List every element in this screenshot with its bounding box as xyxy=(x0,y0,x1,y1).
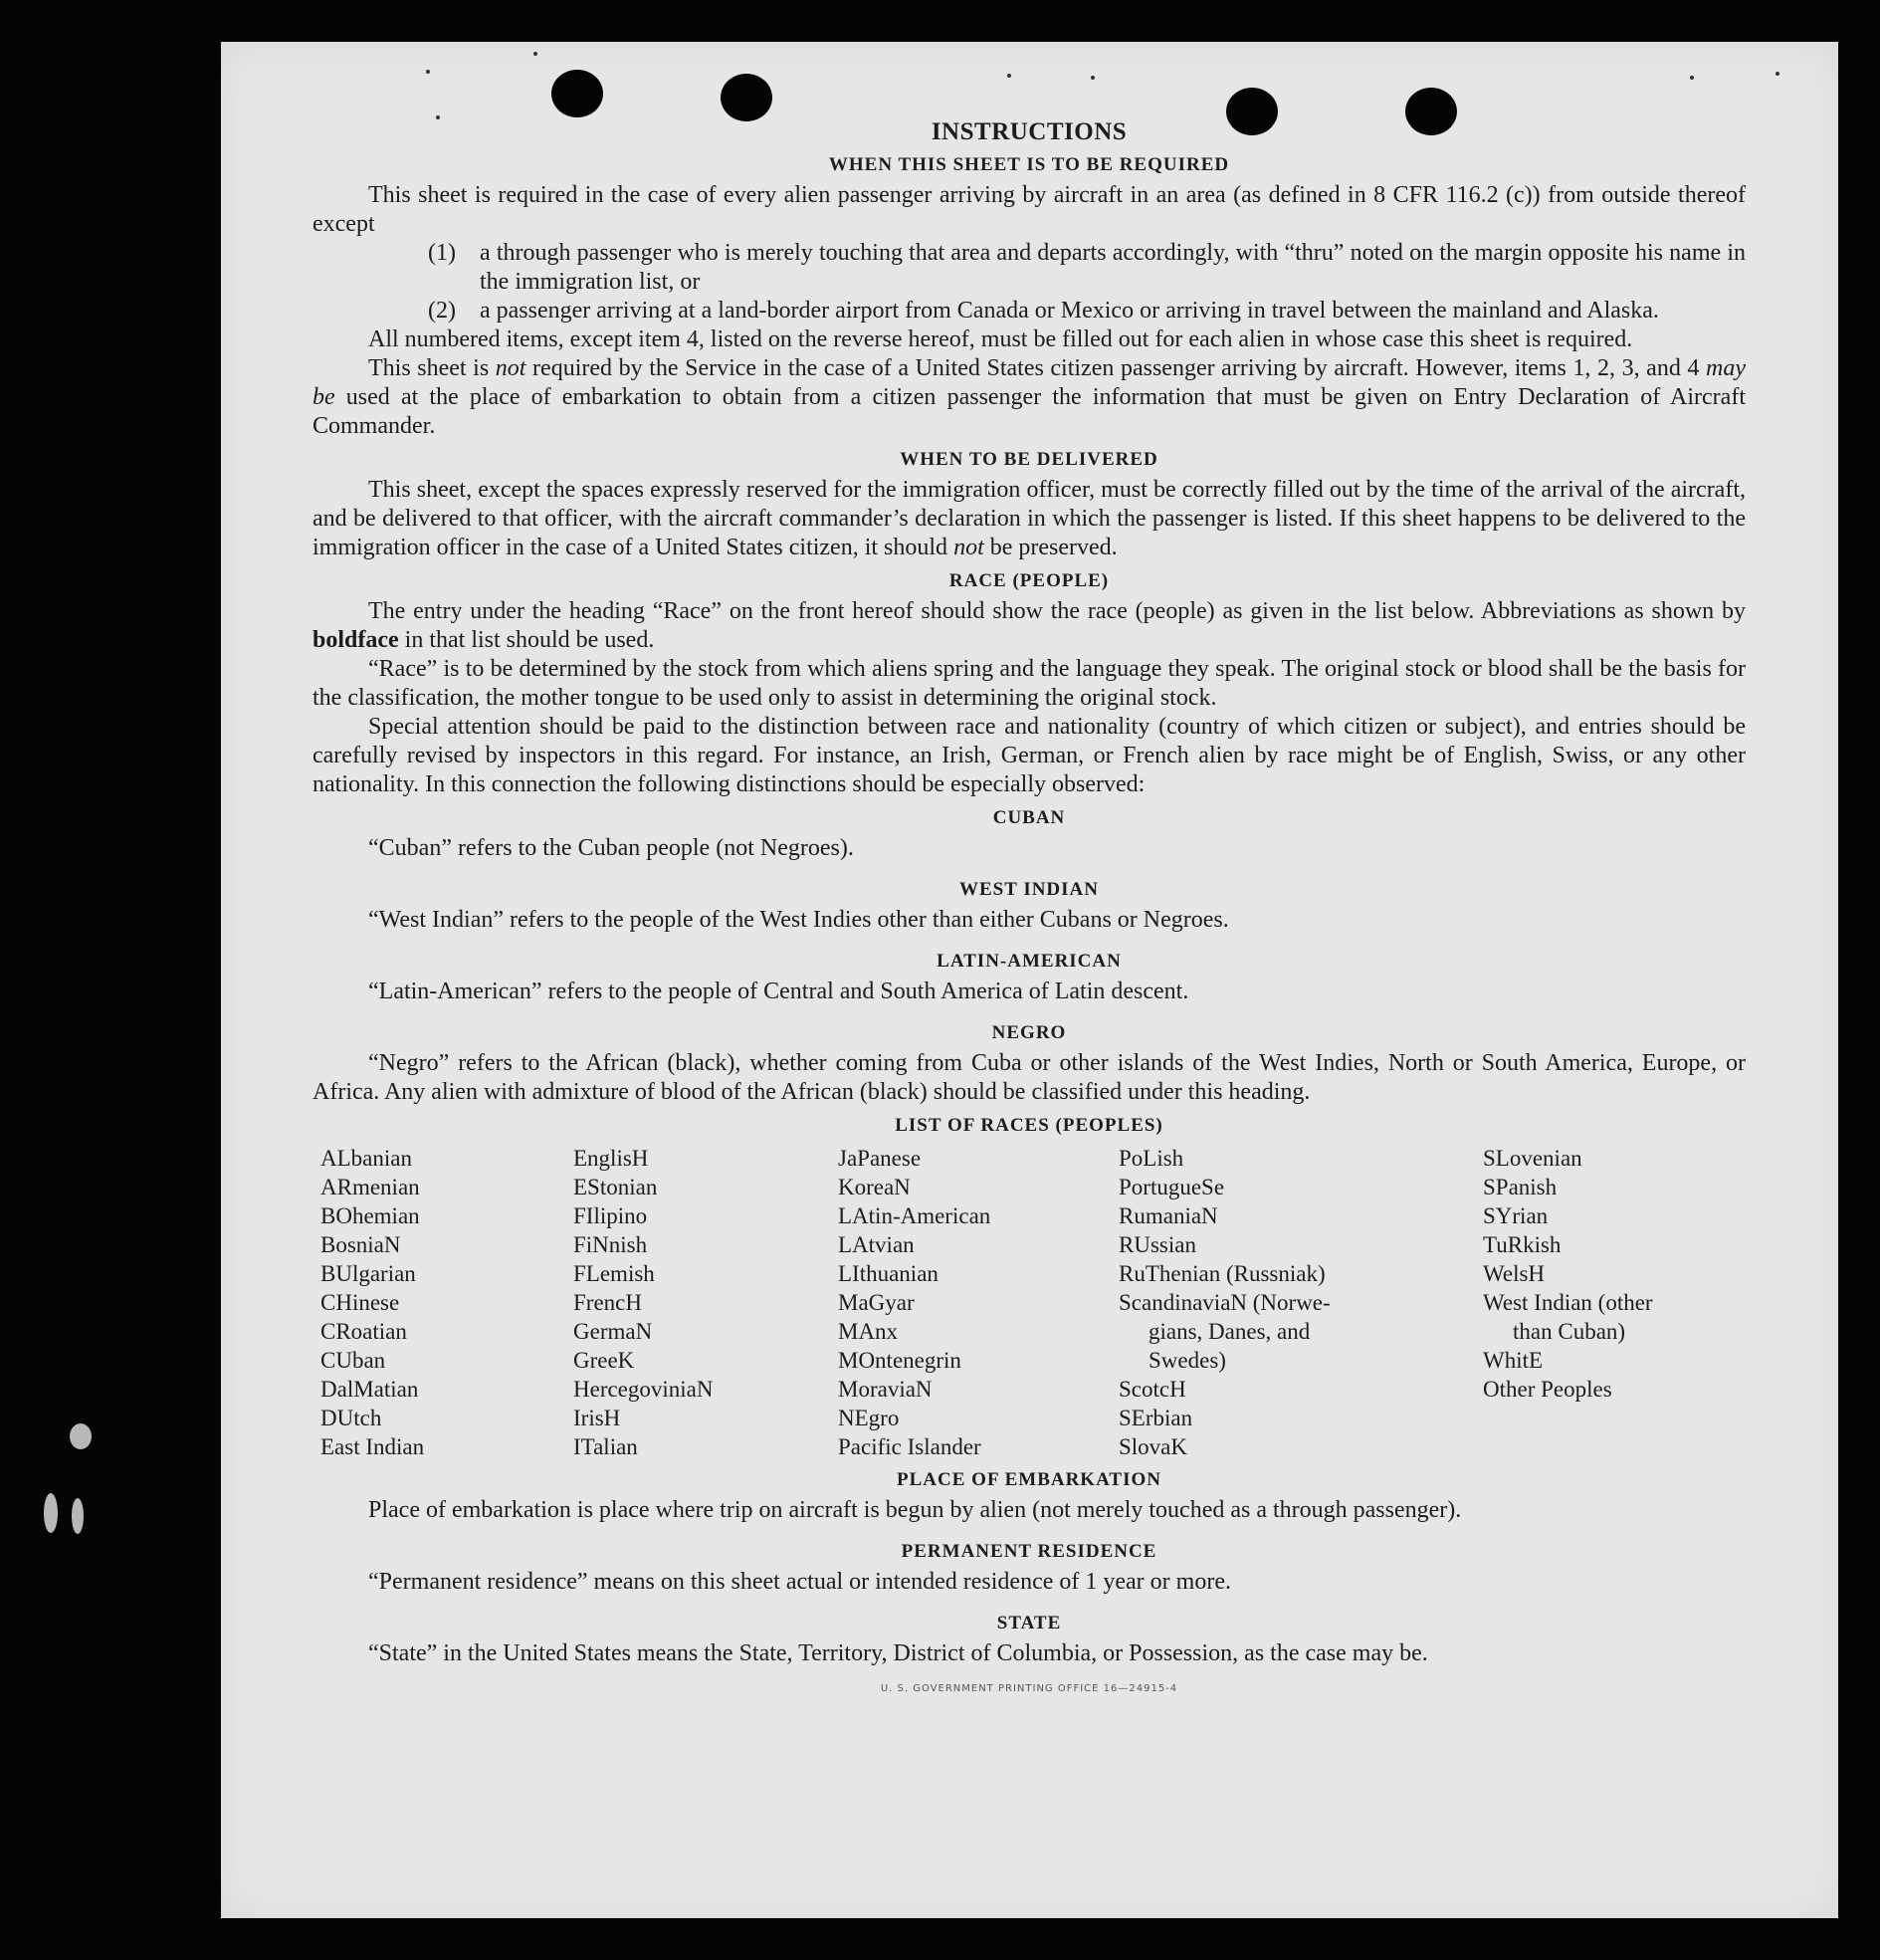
race-entry: BUlgarian xyxy=(320,1261,416,1286)
race-entry: Other Peoples xyxy=(1483,1377,1612,1402)
race-entry: GermaN xyxy=(573,1319,653,1344)
text-run: used at the place of embarkation to obtain from a citizen passenger the information that must be given on Entry Declaration of Aircraft Commander. xyxy=(313,384,1746,439)
race-entry: SYrian xyxy=(1483,1203,1549,1228)
text-run: The entry under the heading “Race” on the front hereof should show the race (people) as given in the list below. Abbreviations as shown by xyxy=(368,598,1746,624)
race-entry: FiNnish xyxy=(573,1232,648,1257)
race-entry: East Indian xyxy=(320,1434,425,1459)
paragraph xyxy=(313,597,1746,655)
race-entry: TuRkish xyxy=(1483,1232,1562,1257)
printer-imprint: U. S. GOVERNMENT PRINTING OFFICE 16—24915-4 xyxy=(880,1683,1178,1694)
race-entry: WhitE xyxy=(1483,1348,1544,1373)
race-entry: SErbian xyxy=(1119,1406,1193,1430)
race-entry: West Indian (other xyxy=(1483,1290,1653,1315)
paragraph: “Negro” refers to the African (black), whether coming from Cuba or other islands of the West Indies, North or South America, Europe, or Africa. Any alien with admixture of blood of the African (black) should be classified under this heading. xyxy=(313,1050,1746,1105)
race-entry: CUban xyxy=(320,1348,386,1373)
paragraph: “Race” is to be determined by the stock from which aliens spring and the language they speak. The original stock or blood shall be the basis for the classification, the mother tongue to be used only to assist in determining the original stock. xyxy=(313,656,1746,711)
paragraph: “Latin-American” refers to the people of Central and South America of Latin descent. xyxy=(368,979,1189,1004)
race-entry: ITalian xyxy=(573,1434,638,1459)
paragraph: “State” in the United States means the State, Territory, District of Columbia, or Possession, as the case may be. xyxy=(368,1640,1428,1666)
paragraph xyxy=(313,476,1746,562)
section-heading: WHEN TO BE DELIVERED xyxy=(900,449,1158,470)
race-entry: ALbanian xyxy=(320,1146,412,1171)
race-entry: MaGyar xyxy=(838,1290,915,1315)
race-entry: KoreaN xyxy=(838,1175,911,1199)
race-entry: DUtch xyxy=(320,1406,382,1430)
race-entry: RUssian xyxy=(1119,1232,1196,1257)
paragraph: “Cuban” refers to the Cuban people (not Negroes). xyxy=(368,835,854,861)
paragraph xyxy=(313,354,1746,441)
scan-artifact xyxy=(70,1423,92,1449)
paragraph: “Permanent residence” means on this sheet actual or intended residence of 1 year or more. xyxy=(368,1569,1231,1595)
race-entry: ARmenian xyxy=(320,1175,420,1199)
section-heading: RACE (PEOPLE) xyxy=(948,570,1110,591)
section-heading: WHEN THIS SHEET IS TO BE REQUIRED xyxy=(828,154,1230,175)
race-entry: RuThenian (Russniak) xyxy=(1119,1261,1326,1286)
race-column xyxy=(1119,1144,1483,1461)
scan-artifact xyxy=(72,1498,84,1534)
race-entry: FLemish xyxy=(573,1261,655,1286)
paragraph: Special attention should be paid to the distinction between race and nationality (country of which citizen or subject), and entries should be carefully revised by inspectors in this regard. For instance, an Irish, German, or French alien by race might be of English, Swiss, or any other nationality. In this connection the following distinctions should be especially observed: xyxy=(313,714,1746,797)
race-column xyxy=(838,1144,1119,1461)
section-heading: LATIN-AMERICAN xyxy=(937,951,1122,972)
race-entry: Pacific Islander xyxy=(838,1434,981,1459)
race-entry: BOhemian xyxy=(320,1203,420,1228)
item-text: a passenger arriving at a land-border airport from Canada or Mexico or arriving in travel between the mainland and Alaska. xyxy=(480,298,1659,324)
speck xyxy=(1007,74,1011,78)
paragraph: “West Indian” refers to the people of the West Indies other than either Cubans or Negroes. xyxy=(368,907,1229,933)
italic-text: not xyxy=(953,535,984,560)
race-column xyxy=(1483,1144,1722,1461)
section-heading: PERMANENT RESIDENCE xyxy=(901,1541,1157,1562)
text-run: in that list should be used. xyxy=(398,627,655,653)
scan-artifact xyxy=(44,1493,58,1533)
speck xyxy=(533,52,537,56)
punch-hole xyxy=(551,70,603,117)
race-entry: NEgro xyxy=(838,1406,900,1430)
race-entry: IrisH xyxy=(573,1406,621,1430)
race-entry: BosniaN xyxy=(320,1232,401,1257)
bold-text: boldface xyxy=(313,627,399,653)
race-entry: EStonian xyxy=(573,1175,658,1199)
race-entry: LIthuanian xyxy=(838,1261,939,1286)
race-entry: PortugueSe xyxy=(1119,1175,1225,1199)
race-entry: LAtin-American xyxy=(838,1203,991,1228)
race-entry: FIlipino xyxy=(573,1203,648,1228)
text-run: This sheet, except the spaces expressly reserved for the immigration officer, must be correctly filled out by the time of the arrival of the aircraft, and be delivered to that officer, with the aircraft commander’s declaration in which the passenger is listed. If this sheet happens to be delivered to the immigration officer in the case of a United States citizen, it should xyxy=(313,477,1746,560)
text-run: This sheet is xyxy=(368,355,496,381)
race-column xyxy=(320,1144,573,1461)
section-heading: LIST OF RACES (PEOPLES) xyxy=(895,1115,1163,1136)
section-heading: NEGRO xyxy=(991,1022,1067,1043)
race-entry: than Cuban) xyxy=(1513,1319,1626,1344)
race-entry: ScotcH xyxy=(1119,1377,1186,1402)
item-number: (2) xyxy=(428,298,456,324)
race-list xyxy=(320,1144,1746,1461)
punch-hole xyxy=(721,74,772,121)
race-entry: SPanish xyxy=(1483,1175,1558,1199)
numbered-list xyxy=(428,239,1746,326)
paragraph: All numbered items, except item 4, listed on the reverse hereof, must be filled out for each alien in whose case this sheet is required. xyxy=(368,327,1633,352)
instructions-content xyxy=(313,117,1746,1703)
speck xyxy=(426,70,430,74)
race-entry: MoraviaN xyxy=(838,1377,933,1402)
race-entry: HercegoviniaN xyxy=(573,1377,714,1402)
section-heading: WEST INDIAN xyxy=(959,879,1099,900)
race-entry: PoLish xyxy=(1119,1146,1184,1171)
race-entry: WelsH xyxy=(1483,1261,1546,1286)
race-entry: SLovenian xyxy=(1483,1146,1582,1171)
race-entry: CHinese xyxy=(320,1290,400,1315)
page-title: INSTRUCTIONS xyxy=(931,118,1128,145)
race-column xyxy=(573,1144,838,1461)
section-heading: CUBAN xyxy=(992,807,1066,828)
speck xyxy=(1690,76,1694,80)
italic-text: may be xyxy=(313,355,1746,410)
race-entry: CRoatian xyxy=(320,1319,407,1344)
race-entry: RumaniaN xyxy=(1119,1203,1218,1228)
italic-text: not xyxy=(495,355,526,381)
text-run: required by the Service in the case of a United States citizen passenger arriving by aircraft. However, items 1, 2, 3, and 4 xyxy=(525,355,1707,381)
section-heading: PLACE OF EMBARKATION xyxy=(897,1469,1161,1490)
race-entry: DalMatian xyxy=(320,1377,419,1402)
race-entry: FrencH xyxy=(573,1290,642,1315)
race-entry: SlovaK xyxy=(1119,1434,1187,1459)
section-heading: STATE xyxy=(996,1613,1062,1633)
speck xyxy=(1091,76,1095,80)
race-entry: EnglisH xyxy=(573,1146,649,1171)
list-item xyxy=(428,239,1746,297)
document-page xyxy=(221,42,1838,1918)
race-entry: JaPanese xyxy=(838,1146,922,1171)
speck xyxy=(1776,72,1779,76)
list-item xyxy=(428,297,1746,326)
item-text: a through passenger who is merely touching that area and departs accordingly, with “thru” noted on the margin opposite his name in the immigration list, or xyxy=(480,240,1746,295)
race-entry: ScandinaviaN (Norwe- xyxy=(1119,1290,1331,1315)
race-entry: MOntenegrin xyxy=(838,1348,961,1373)
paragraph: This sheet is required in the case of every alien passenger arriving by aircraft in an area (as defined in 8 CFR 116.2 (c)) from outside thereof except xyxy=(313,182,1746,237)
race-entry: gians, Danes, and xyxy=(1149,1319,1311,1344)
race-entry: GreeK xyxy=(573,1348,635,1373)
text-run: be preserved. xyxy=(983,535,1118,560)
race-entry: MAnx xyxy=(838,1319,899,1344)
race-entry: Swedes) xyxy=(1149,1348,1226,1373)
paragraph: Place of embarkation is place where trip on aircraft is begun by alien (not merely touched as a through passenger). xyxy=(368,1497,1462,1523)
race-entry: LAtvian xyxy=(838,1232,915,1257)
item-number: (1) xyxy=(428,240,456,266)
